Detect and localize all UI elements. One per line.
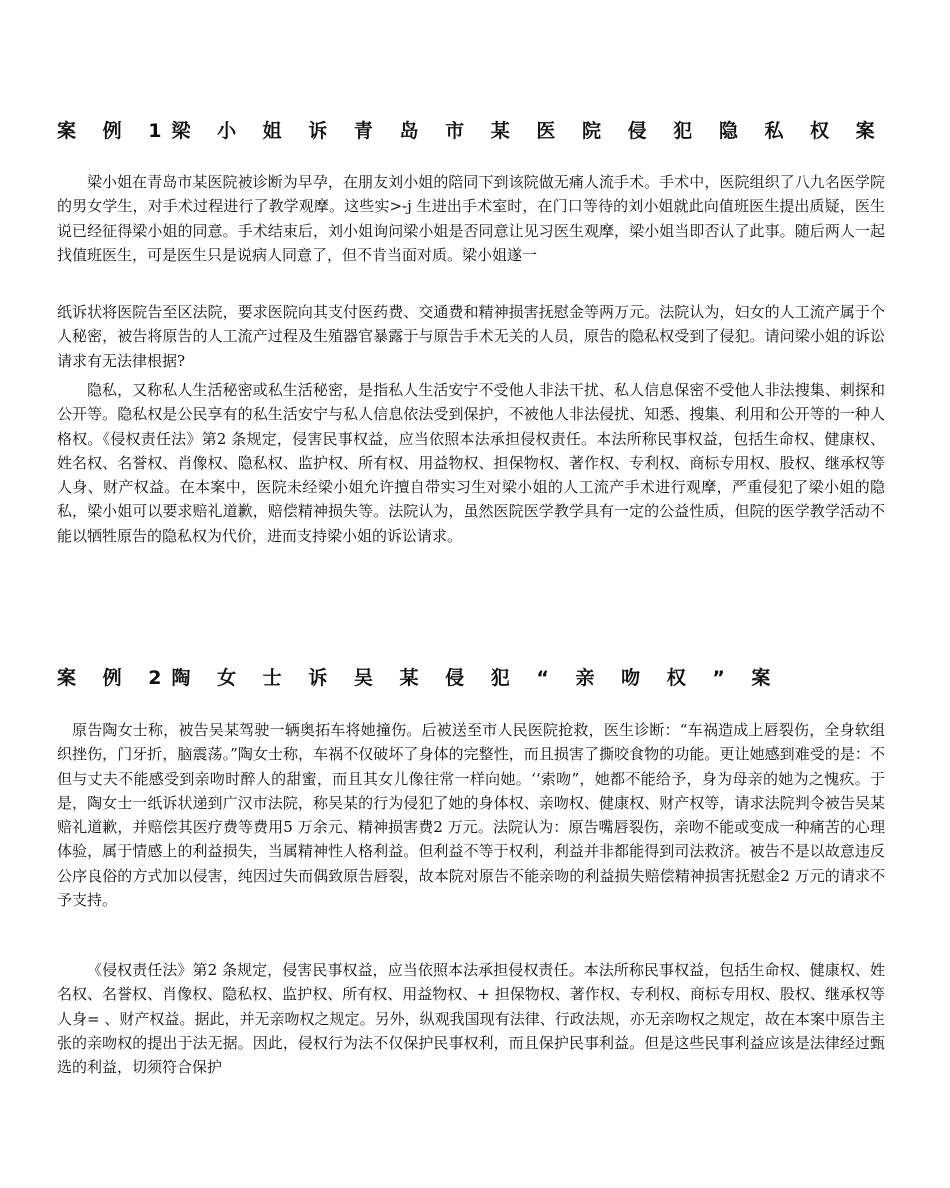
case-1-title: 案 例 1梁 小 姐 诉 青 岛 市 某 医 院 侵 犯 隐 私 权 案 [57,120,885,142]
case-1-paragraph-1: 梁小姐在青岛市某医院被诊断为早孕，在朋友刘小姐的陪同下到该院做无痛人流手术。手术中，医院组织了八九名医学院的男女学生，对手术过程进行了教学观摩。这些实>-j 生进出手术室时，在门口等待的刘小姐就此向值班医生提出质疑，医生说已经征得梁小姐的同意。手术结束后，刘小姐询问梁小姐是否同意让见习医生观摩，梁小姐当即否认了此事。随后两人一起找值班医生，可是医生只是说病人同意了，但不肯当面对质。梁小姐遂一 [57,173,885,264]
case-1-paragraph-3: 隐私，又称私人生活秘密或私生活秘密，是指私人生活安宁不受他人非法干扰、私人信息保密不受他人非法搜集、刺探和公开等。隐私权是公民享有的私生活安宁与私人信息依法受到保护，不被他人非法侵扰、知悉、搜集、利用和公开等的一种人格权。《侵权责任法》第2 条规定，侵害民事权益，应当依照本法承担侵权责任。本法所称民事权益，包括生命权、健康权、姓名权、名誉权、肖像权、隐私权、监护权、所有权、用益物权、担保物权、著作权、专利权、商标专用权、股权、继承权等人身、财产权益。在本案中，医院未经梁小姐允许擅自带实习生对梁小姐的人工流产手术进行观摩，严重侵犯了梁小姐的隐私，梁小姐可以要求赔礼道歉，赔偿精神损失等。法院认为，虽然医院医学教学具有一定的公益性质，但院的医学教学活动不能以牺牲原告的隐私权为代价，进而支持梁小姐的诉讼请求。 [57,381,885,545]
case-2-paragraph-2: 《侵权责任法》第2 条规定，侵害民事权益，应当依照本法承担侵权责任。本法所称民事权益，包括生命权、健康权、姓名权、名誉权、肖像权、隐私权、监护权、所有权、用益物权、+ 担保物权、著作权、专利权、商标专用权、股权、继承权等人身= 、财产权益。据此，并无亲吻权之规定。另外，纵观我国现有法律、行政法规，亦无亲吻权之规定，故在本案中原告主张的亲吻权的提出于法无据。因此，侵权行为法不仅保护民事权利，而且保护民事利益。但是这些民事利益应该是法律经过甄选的利益，切须符合保护 [57,961,885,1077]
case-2-title: 案 例 2陶 女 士 诉 吴 某 侵 犯 “ 亲 吻 权 ” 案 [57,667,781,689]
case-2-paragraph-1: 原告陶女士称，被告吴某驾驶一辆奥拓车将她撞伤。后被送至市人民医院抢救，医生诊断：“车祸造成上唇裂伤，全身软组织挫伤，门牙折，脑震荡。”陶女士称，车祸不仅破坏了身体的完整性，而且损害了撕咬食物的功能。更让她感到难受的是：不但与丈夫不能感受到亲吻时醉人的甜蜜，而且其女儿像往常一样向她。‘‘索吻”，她都不能给予，身为母亲的她为之愧疚。于是，陶女士一纸诉状递到广汉市法院，称吴某的行为侵犯了她的身体权、亲吻权、健康权、财产权等，请求法院判令被告吴某赔礼道歉，并赔偿其医疗费等费用5 万余元、精神损害费2 万元。法院认为：原告嘴唇裂伤，亲吻不能或变成一种痛苦的心理体验，属于情感上的利益损失，当属精神性人格利益。但利益不等于权利，利益并非都能得到司法救济。被告不是以故意违反公序良俗的方式加以侵害，纯因过失而偶致原告唇裂，故本院对原告不能亲吻的利益损失赔偿精神损害抚慰金2 万元的请求不予支持。 [57,721,885,910]
case-1-paragraph-2: 纸诉状将医院告至区法院，要求医院向其支付医药费、交通费和精神损害抚慰金等两万元。法院认为，妇女的人工流产属于个人秘密，被告将原告的人工流产过程及生殖器官暴露于与原告手术无关的人员，原告的隐私权受到了侵犯。请问梁小姐的诉讼请求有无法律根据? [57,303,885,370]
